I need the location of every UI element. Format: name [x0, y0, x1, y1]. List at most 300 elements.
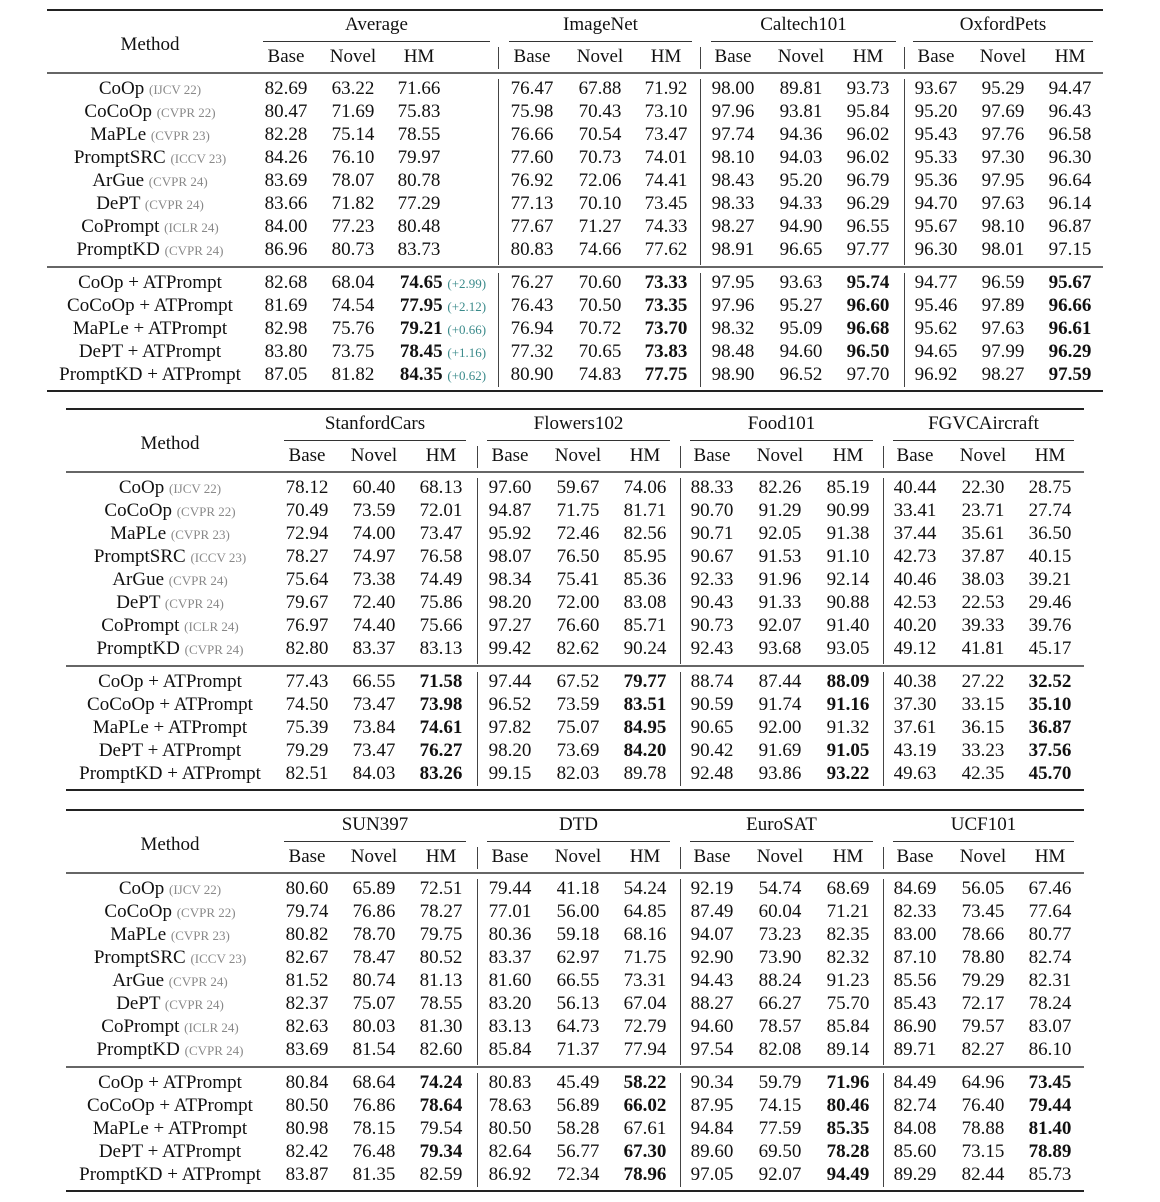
cell-value: 90.65 [690, 717, 734, 738]
table-row-method [99, 1141, 241, 1163]
table-cell [847, 216, 890, 238]
cell-value: 76.92 [510, 170, 554, 191]
venue-label: (CVPR 24) [168, 974, 228, 989]
table-cell [489, 1141, 532, 1163]
cell-value: 77.64 [1028, 901, 1072, 922]
column-header [918, 46, 955, 68]
column-header-text: HM [403, 46, 435, 67]
cell-value: 91.16 [826, 694, 870, 715]
cell-value: 82.31 [1028, 970, 1072, 991]
table-cell [962, 740, 1005, 762]
table-cell [557, 569, 600, 591]
cell-value: 76.86 [352, 901, 396, 922]
table-cell [579, 295, 622, 317]
column-header [514, 46, 551, 68]
cell-value: 76.50 [556, 546, 600, 567]
table-cell [265, 318, 308, 340]
cell-value: 78.47 [352, 947, 396, 968]
cell-value: 71.27 [578, 216, 622, 237]
table-cell [691, 615, 734, 637]
method-name: MaPLe + ATPrompt [72, 318, 228, 339]
table-cell [557, 740, 600, 762]
table-cell [579, 341, 622, 363]
dataset-name: SUN397 [341, 814, 409, 835]
column-header [555, 445, 601, 467]
table-row-method [98, 671, 242, 693]
table-cell [1029, 569, 1072, 591]
cell-value: 49.63 [893, 763, 937, 784]
table-row-method [87, 1095, 253, 1117]
venue-label: (CVPR 22) [176, 905, 236, 920]
cell-value: 73.59 [352, 500, 396, 521]
table-cell [1049, 318, 1092, 340]
cell-value: 81.40 [1028, 1118, 1072, 1139]
method-name: PromptKD [96, 1039, 180, 1060]
method-name: DePT [96, 193, 141, 214]
cell-value: 78.89 [1028, 1141, 1072, 1162]
table-cell [962, 694, 1005, 716]
cell-value: 75.66 [419, 615, 463, 636]
column-header [289, 445, 326, 467]
cell-value: 54.24 [623, 878, 667, 899]
table-cell [1029, 717, 1072, 739]
cell-value: 91.40 [826, 615, 870, 636]
cell-value: 83.73 [397, 239, 441, 260]
table-cell [489, 500, 532, 522]
table-cell [1049, 272, 1092, 294]
table-cell [1049, 101, 1092, 123]
method-name: PromptKD + ATPrompt [79, 763, 261, 784]
table-cell [780, 295, 823, 317]
cell-value: 87.10 [893, 947, 937, 968]
bottom-rule [66, 1190, 1084, 1192]
column-header [404, 46, 435, 68]
cell-value: 90.88 [826, 592, 870, 613]
cell-value: 96.14 [1048, 193, 1092, 214]
table-cell [827, 901, 870, 923]
table-cell [847, 295, 890, 317]
table-cell [624, 717, 667, 739]
table-cell [265, 364, 308, 386]
table-cell [827, 569, 870, 591]
cell-value: 82.37 [285, 993, 329, 1014]
cell-value: 68.64 [352, 1072, 396, 1093]
cell-value: 85.36 [623, 569, 667, 590]
cell-value: 89.14 [826, 1039, 870, 1060]
table-cell [894, 569, 937, 591]
method-header-text: Method [140, 433, 200, 454]
table-cell [286, 763, 329, 785]
column-header-text: Base [693, 846, 731, 867]
table-cell [759, 1039, 802, 1061]
cell-value: 96.68 [846, 318, 890, 339]
cell-value: 33.23 [961, 740, 1005, 761]
cell-value: 82.69 [264, 78, 308, 99]
cell-value: 80.82 [285, 924, 329, 945]
cell-value: 76.40 [961, 1095, 1005, 1116]
table-cell [353, 901, 396, 923]
table-cell [579, 101, 622, 123]
table-row-method [99, 78, 201, 101]
method-name: CoCoOp [104, 901, 172, 922]
cell-value: 37.61 [893, 717, 937, 738]
cell-value: 84.35 [399, 364, 443, 385]
cell-value: 74.54 [331, 295, 375, 316]
cell-value: 86.90 [893, 1016, 937, 1037]
section-rule [66, 665, 1084, 667]
table-cell [286, 694, 329, 716]
cell-value: 73.90 [758, 947, 802, 968]
table-cell [511, 124, 554, 146]
cell-value: 59.79 [758, 1072, 802, 1093]
cell-value: 96.64 [1048, 170, 1092, 191]
table-cell [353, 878, 396, 900]
table-cell [286, 638, 329, 660]
table-cell [511, 364, 554, 386]
cell-value: 73.15 [961, 1141, 1005, 1162]
table-cell [332, 101, 375, 123]
table-cell [579, 170, 622, 192]
table-cell [691, 1118, 734, 1140]
cell-value: 90.71 [690, 523, 734, 544]
cell-value: 92.00 [758, 717, 802, 738]
cell-value: 88.24 [758, 970, 802, 991]
table-cell [894, 1039, 937, 1061]
table-cell [827, 763, 870, 785]
table-cell [624, 993, 667, 1015]
table-cell [691, 523, 734, 545]
cell-value: 87.49 [690, 901, 734, 922]
table-cell [827, 878, 870, 900]
cell-value: 82.03 [556, 763, 600, 784]
method-name: MaPLe [90, 124, 147, 145]
table-cell [265, 272, 308, 294]
table-cell [286, 592, 329, 614]
table-cell [982, 78, 1025, 100]
cell-value: 37.30 [893, 694, 937, 715]
cell-value: 77.13 [510, 193, 554, 214]
cell-value: 97.95 [981, 170, 1025, 191]
cell-value: 98.01 [981, 239, 1025, 260]
method-name: CoOp + ATPrompt [98, 671, 242, 692]
cell-value: 84.49 [893, 1072, 937, 1093]
dataset-underline [690, 841, 873, 842]
cell-value: 58.28 [556, 1118, 600, 1139]
cell-value: 94.60 [690, 1016, 734, 1037]
cell-value: 94.65 [914, 341, 958, 362]
cell-value: 78.55 [419, 993, 463, 1014]
cell-value: 85.84 [488, 1039, 532, 1060]
table-cell [420, 717, 463, 739]
table-cell [489, 1072, 532, 1094]
table-cell [286, 1164, 329, 1186]
cell-value: 75.07 [352, 993, 396, 1014]
table-cell [1049, 216, 1092, 238]
cell-value: 83.37 [352, 638, 396, 659]
table-cell [579, 193, 622, 215]
cell-value: 78.28 [826, 1141, 870, 1162]
cell-value: 81.13 [419, 970, 463, 991]
table-cell [759, 1095, 802, 1117]
table-cell [400, 364, 486, 387]
column-header [630, 846, 661, 868]
table-cell [511, 295, 554, 317]
table-row-method [104, 500, 235, 523]
cell-value: 66.02 [623, 1095, 667, 1116]
cell-value: 78.66 [961, 924, 1005, 945]
method-name: PromptSRC [93, 947, 186, 968]
cell-value: 72.94 [285, 523, 329, 544]
table-cell [489, 615, 532, 637]
cell-value: 72.00 [556, 592, 600, 613]
cell-value: 81.35 [352, 1164, 396, 1185]
table-cell [557, 993, 600, 1015]
table-cell [557, 1164, 600, 1186]
cell-value: 75.86 [419, 592, 463, 613]
cell-value: 56.89 [556, 1095, 600, 1116]
table-cell [982, 124, 1025, 146]
cell-value: 96.59 [981, 272, 1025, 293]
table-cell [489, 901, 532, 923]
dataset-header [960, 14, 1047, 36]
table-cell [353, 1164, 396, 1186]
table-cell [915, 78, 958, 100]
table-cell [332, 239, 375, 261]
cell-value: 78.70 [352, 924, 396, 945]
table-cell [827, 694, 870, 716]
cell-value: 93.22 [826, 763, 870, 784]
table-cell [691, 569, 734, 591]
table-cell [962, 1141, 1005, 1163]
cell-value: 77.62 [644, 239, 688, 260]
table-cell [286, 1095, 329, 1117]
cell-value: 78.15 [352, 1118, 396, 1139]
method-name: MaPLe + ATPrompt [92, 1118, 248, 1139]
table-cell [398, 193, 441, 215]
cell-value: 84.26 [264, 147, 308, 168]
cell-value: 82.42 [285, 1141, 329, 1162]
table-cell [915, 364, 958, 386]
table-cell [420, 615, 463, 637]
cell-value: 80.77 [1028, 924, 1072, 945]
table-cell [398, 147, 441, 169]
cell-value: 74.24 [419, 1072, 463, 1093]
cell-value: 91.29 [758, 500, 802, 521]
cell-value: 92.43 [690, 638, 734, 659]
cell-value: 78.88 [961, 1118, 1005, 1139]
cell-value: 91.23 [826, 970, 870, 991]
column-divider [680, 879, 681, 1065]
cell-value: 97.82 [488, 717, 532, 738]
cell-value: 83.20 [488, 993, 532, 1014]
cell-value: 35.61 [961, 523, 1005, 544]
venue-label: (ICLR 24) [184, 1020, 239, 1035]
cell-value: 81.54 [352, 1039, 396, 1060]
dataset-name: StanfordCars [324, 413, 426, 434]
method-name: PromptSRC [93, 546, 186, 567]
cell-value: 40.46 [893, 569, 937, 590]
cell-value: 82.32 [826, 947, 870, 968]
column-header-text: Novel [959, 846, 1007, 867]
cell-value: 77.29 [397, 193, 441, 214]
table-cell [286, 924, 329, 946]
cell-value: 45.49 [556, 1072, 600, 1093]
cell-value: 71.75 [623, 947, 667, 968]
table-cell [420, 993, 463, 1015]
cell-value: 76.27 [419, 740, 463, 761]
table-cell [489, 740, 532, 762]
cell-value: 80.78 [397, 170, 441, 191]
header-rule [66, 471, 1084, 473]
method-name: CoOp + ATPrompt [98, 1072, 242, 1093]
table-cell [511, 170, 554, 192]
cell-value: 96.58 [1048, 124, 1092, 145]
table-cell [1029, 546, 1072, 568]
table-cell [624, 924, 667, 946]
table-cell [827, 546, 870, 568]
table-cell [759, 671, 802, 693]
venue-label: (CVPR 24) [164, 243, 224, 258]
method-name: PromptKD + ATPrompt [59, 364, 241, 385]
table-cell [1029, 477, 1072, 499]
table-cell [759, 569, 802, 591]
table-cell [1029, 1164, 1072, 1186]
table-cell [353, 638, 396, 660]
table-cell [915, 272, 958, 294]
table-cell [511, 193, 554, 215]
venue-label: (CVPR 22) [176, 504, 236, 519]
bottom-rule [47, 390, 1103, 392]
cell-value: 94.36 [779, 124, 823, 145]
table-cell [489, 638, 532, 660]
table-cell [962, 671, 1005, 693]
cell-value: 98.10 [981, 216, 1025, 237]
cell-value: 80.98 [285, 1118, 329, 1139]
table-cell [780, 78, 823, 100]
cell-value: 74.66 [578, 239, 622, 260]
table-cell [353, 1141, 396, 1163]
table-cell [827, 1141, 870, 1163]
table-cell [353, 592, 396, 614]
cell-value: 98.27 [711, 216, 755, 237]
cell-value: 80.46 [826, 1095, 870, 1116]
column-header-text: HM [629, 846, 661, 867]
cell-value: 94.84 [690, 1118, 734, 1139]
cell-value: 76.66 [510, 124, 554, 145]
table-row-method [74, 147, 226, 170]
cell-value: 75.14 [331, 124, 375, 145]
table-cell [624, 1072, 667, 1094]
cell-value: 80.47 [264, 101, 308, 122]
table-cell [894, 901, 937, 923]
cell-value: 89.71 [893, 1039, 937, 1060]
table-cell [557, 1072, 600, 1094]
table-cell [420, 1164, 463, 1186]
method-name: MaPLe + ATPrompt [92, 717, 248, 738]
venue-label: (CVPR 23) [170, 928, 230, 943]
column-header-text: HM [629, 445, 661, 466]
table-cell [691, 592, 734, 614]
table-cell [353, 1039, 396, 1061]
table-cell [759, 477, 802, 499]
cell-value: 81.82 [331, 364, 375, 385]
table-cell [982, 216, 1025, 238]
column-header [960, 445, 1006, 467]
table-cell [420, 947, 463, 969]
table-cell [489, 993, 532, 1015]
venue-label: (ICLR 24) [164, 220, 219, 235]
table-cell [691, 878, 734, 900]
table-cell [962, 1039, 1005, 1061]
cell-value: 78.27 [285, 546, 329, 567]
table-cell [827, 1118, 870, 1140]
cell-value: 76.10 [331, 147, 375, 168]
table-cell [712, 101, 755, 123]
table-cell [962, 970, 1005, 992]
table-cell [353, 1118, 396, 1140]
table-cell [894, 546, 937, 568]
cell-value: 94.43 [690, 970, 734, 991]
table-cell [557, 477, 600, 499]
cell-value: 86.96 [264, 239, 308, 260]
gain-label: (+0.66) [447, 322, 487, 337]
table-cell [353, 477, 396, 499]
cell-value: 73.83 [644, 341, 688, 362]
column-header [897, 846, 934, 868]
table-cell [624, 569, 667, 591]
column-header-text: HM [1054, 46, 1086, 67]
cell-value: 82.33 [893, 901, 937, 922]
table-cell [847, 78, 890, 100]
cell-value: 72.01 [419, 500, 463, 521]
table-cell [691, 1072, 734, 1094]
cell-value: 78.80 [961, 947, 1005, 968]
column-divider [883, 879, 884, 1065]
cell-value: 96.29 [846, 193, 890, 214]
column-header-text: Base [288, 846, 326, 867]
gain-label: (+2.12) [447, 299, 487, 314]
cell-value: 79.44 [1028, 1095, 1072, 1116]
cell-value: 98.48 [711, 341, 755, 362]
table-cell [691, 717, 734, 739]
table-cell [398, 170, 441, 192]
cell-value: 95.62 [914, 318, 958, 339]
method-name: CoPrompt [81, 216, 160, 237]
venue-label: (CVPR 24) [144, 197, 204, 212]
cell-value: 36.87 [1028, 717, 1072, 738]
table-cell [420, 1118, 463, 1140]
cell-value: 79.77 [623, 671, 667, 692]
dataset-name: Flowers102 [533, 413, 624, 434]
table-cell [420, 546, 463, 568]
cell-value: 60.40 [352, 477, 396, 498]
table-cell [353, 671, 396, 693]
dataset-name: FGVCAircraft [928, 413, 1039, 434]
column-header-text: Novel [959, 445, 1007, 466]
cell-value: 39.21 [1028, 569, 1072, 590]
table-cell [511, 272, 554, 294]
column-divider [883, 1073, 884, 1187]
table-cell [780, 272, 823, 294]
table-cell [400, 272, 486, 295]
top-rule [66, 408, 1084, 410]
cell-value: 95.74 [846, 272, 890, 293]
column-header-text: HM [832, 445, 864, 466]
gain-label: (+1.16) [447, 345, 487, 360]
table-row-method [94, 546, 246, 569]
table-row-method [90, 124, 210, 147]
cell-value: 70.72 [578, 318, 622, 339]
